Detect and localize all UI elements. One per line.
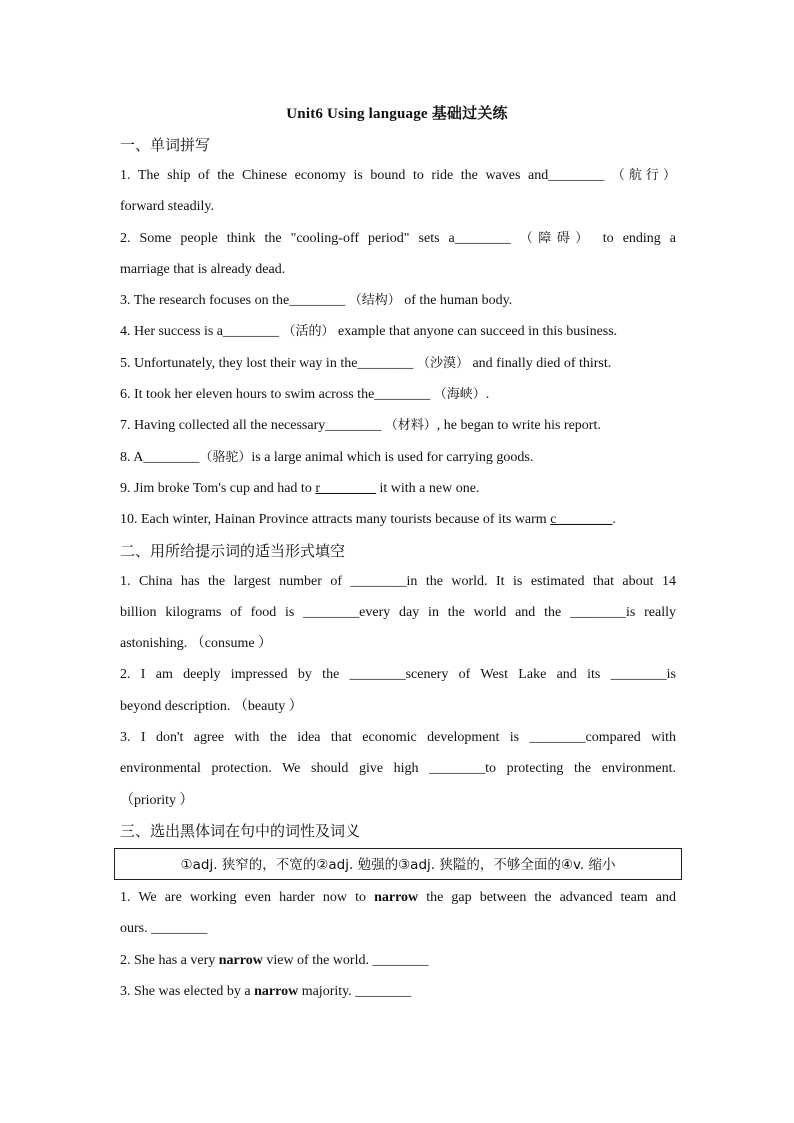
s3-q2 — [120, 945, 676, 976]
s2-q3-line3: （priority ） — [120, 792, 194, 808]
s1-q5 — [120, 348, 676, 379]
s3-q1-bold-word: narrow — [374, 889, 419, 905]
s1-q5-hint: （沙漠） — [416, 355, 469, 371]
s2-q1-line1: 1. China has the largest number of ________in the world. It is estimated that about 14 — [120, 573, 676, 589]
s1-q9 — [120, 473, 676, 504]
s1-q10-initial-letter: c________ — [550, 512, 613, 528]
s1-q9-text: 9. Jim broke Tom's cup and had to — [120, 480, 312, 496]
s3-q1-tail: the gap between the advanced team and — [426, 889, 677, 905]
s3-q2-tail: view of the world. ________ — [266, 952, 429, 968]
s1-q9-tail: it with a new one. — [379, 480, 480, 496]
section3-heading: 三、选出黑体词在句中的词性及词义 — [120, 821, 361, 840]
s1-q4 — [120, 316, 676, 347]
s1-q6 — [120, 379, 676, 410]
s1-q2-line1 — [120, 223, 676, 254]
s1-q3 — [120, 285, 676, 316]
s3-q3-text: 3. She was elected by a — [120, 983, 251, 999]
s1-q2-text2: to ending a — [602, 230, 677, 246]
s2-q1-line2: billion kilograms of food is ________every day in the world and the ________is really — [120, 604, 676, 620]
s3-q3 — [120, 976, 676, 1007]
s1-q4-tail: example that anyone can succeed in this business. — [338, 324, 618, 340]
s3-q3-bold-word: narrow — [254, 983, 299, 999]
section2-heading: 二、用所给提示词的适当形式填空 — [120, 541, 346, 560]
s1-q2-hint: （障碍） — [519, 230, 594, 246]
s1-q8-text: 8. A________ — [120, 449, 200, 465]
s3-q1-line2: ours. ________ — [120, 921, 208, 937]
s1-q10 — [120, 504, 676, 535]
s1-q8-tail: is a large animal which is used for carrying goods. — [251, 449, 534, 465]
s1-q6-hint: （海峡） — [433, 387, 486, 403]
s1-q4-hint: （活的） — [282, 324, 335, 340]
s2-q2-line1: 2. I am deeply impressed by the ________scenery of West Lake and its ________is — [120, 667, 676, 683]
s1-q2-line2: marriage that is already dead. — [120, 261, 286, 277]
s1-q8 — [120, 442, 676, 473]
s1-q1-text: 1. The ship of the Chinese economy is bound to ride the waves and________ — [120, 168, 605, 183]
s1-q1-line1 — [120, 160, 676, 191]
s1-q7-tail: , he began to write his report. — [436, 418, 601, 434]
s1-q3-hint: （结构） — [348, 293, 401, 309]
s1-q10-text: 10. Each winter, Hainan Province attracts many tourists because of its warm — [120, 512, 547, 528]
s1-q10-tail: . — [612, 512, 616, 528]
s1-q4-text: 4. Her success is a________ — [120, 324, 280, 340]
s3-q3-tail: majority. ________ — [301, 983, 412, 999]
options-box: ①adj. 狭窄的，不宽的②adj. 勉强的③adj. 狭隘的，不够全面的④v. 缩小 — [114, 848, 682, 880]
s2-q3-line2: environmental protection. We should give high ________to protecting the environment. — [120, 761, 676, 777]
s3-q2-text: 2. She has a very — [120, 952, 216, 968]
s3-q2-bold-word: narrow — [218, 952, 263, 968]
s2-q3-line1: 3. I don't agree with the idea that economic development is ________compared with — [120, 730, 676, 746]
s1-q9-initial-letter: r________ — [315, 480, 376, 496]
s1-q6-text: 6. It took her eleven hours to swim across the________ — [120, 387, 431, 403]
s1-q8-hint: （骆驼） — [199, 449, 252, 465]
s1-q7 — [120, 410, 676, 441]
s1-q6-tail: . — [485, 387, 490, 403]
s1-q3-tail: of the human body. — [404, 293, 513, 309]
s1-q5-tail: and finally died of thirst. — [472, 355, 612, 371]
worksheet-content — [120, 130, 676, 1007]
s3-q1-line1 — [120, 882, 676, 913]
s1-q2-text: 2. Some people think the "cooling-off period" sets a________ — [120, 230, 511, 246]
s1-q7-text: 7. Having collected all the necessary________ — [120, 418, 382, 434]
s1-q1-line2: forward steadily. — [120, 199, 214, 215]
s3-q1-text: 1. We are working even harder now to — [120, 889, 366, 905]
page-title: Unit6 Using language 基础过关练 — [286, 106, 508, 122]
s2-q2-line2: beyond description. （beauty ） — [120, 698, 303, 714]
section1-heading: 一、单词拼写 — [120, 136, 211, 154]
s1-q7-hint: （材料） — [384, 418, 437, 434]
s2-q1-line3: astonishing. （consume ） — [120, 636, 273, 652]
s1-q3-text: 3. The research focuses on the________ — [120, 293, 346, 309]
s1-q1-hint: （航行） — [611, 168, 676, 183]
s1-q5-text: 5. Unfortunately, they lost their way in the________ — [120, 355, 414, 371]
